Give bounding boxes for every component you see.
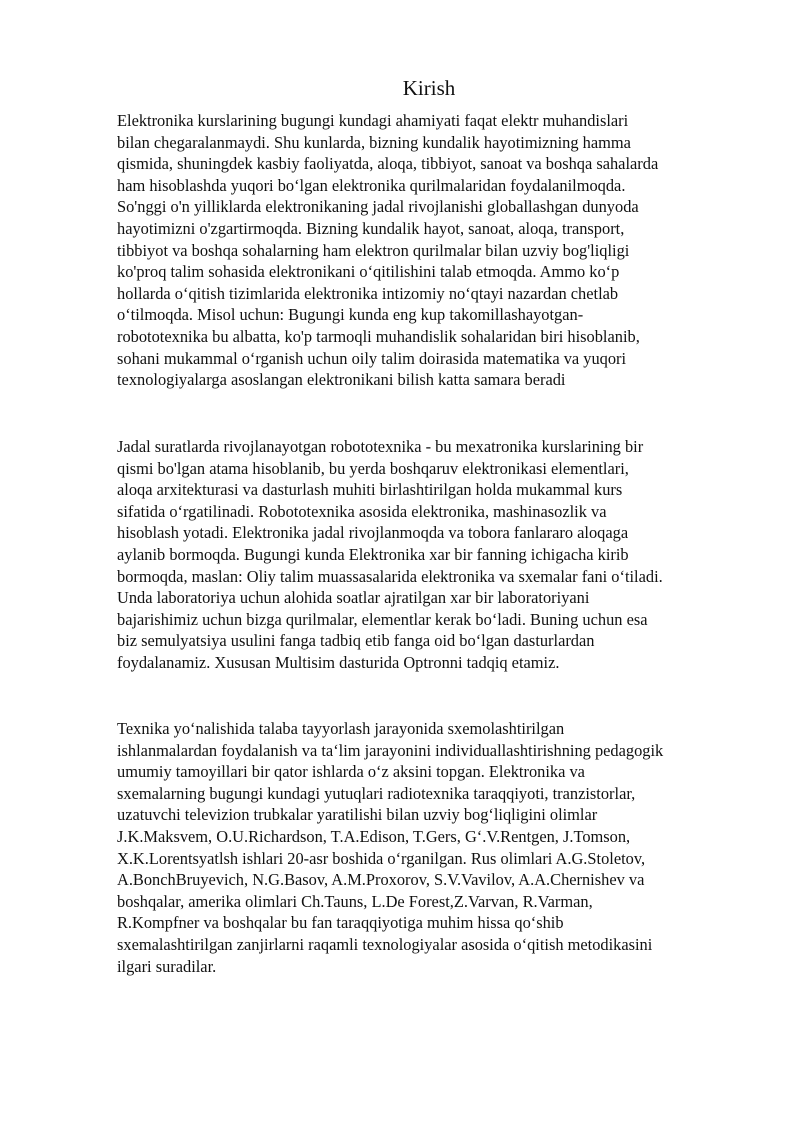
- text-line: hayotimizni o'zgartirmoqda. Bizning kundalik hayot, sanoat, aloqa, transport,: [117, 218, 625, 238]
- text-line: ilgari suradilar.: [117, 956, 217, 976]
- text-line: qismida, shuningdek kasbiy faoliyatda, aloqa, tibbiyot, sanoat va boshqa sahalarda: [117, 154, 659, 174]
- text-line: So'nggi o'n yilliklarda elektronikaning jadal rivojlanishi globallashgan dunyoda: [117, 197, 639, 217]
- text-line: A.BonchBruyevich, N.G.Basov, A.M.Proxorov, S.V.Vavilov, A.A.Chernishev va: [117, 870, 645, 890]
- text-line: hollarda oʻqitish tizimlarida elektronika intizomiy noʻqtayi nazardan chetlab: [117, 283, 619, 303]
- text-line: ishlanmalardan foydalanish va taʻlim jarayonini individuallashtirishning pedagogik: [117, 740, 664, 760]
- text-line: biz semulyatsiya usulini fanga tadbiq etib fanga oid boʻlgan dasturlardan: [117, 631, 595, 651]
- text-line: bajarishimiz uchun bizga qurilmalar, elementlar kerak boʻladi. Buning uchun esa: [117, 609, 648, 629]
- text-line: foydalanamiz. Xususan Multisim dasturida Optronni tadqiq etamiz.: [117, 652, 560, 672]
- text-line: bilan chegaralanmaydi. Shu kunlarda, bizning kundalik hayotimizning hamma: [117, 132, 631, 152]
- text-line: boshqalar, amerika olimlari Ch.Tauns, L.De Forest,Z.Varvan, R.Varman,: [117, 891, 593, 911]
- text-line: Jadal suratlarda rivojlanayotgan robototexnika - bu mexatronika kurslarining bir: [117, 437, 644, 456]
- text-line: oʻtilmoqda. Misol uchun: Bugungi kunda eng kup takomillashayotgan-: [117, 305, 584, 325]
- text-line: J.K.Maksvem, O.U.Richardson, T.A.Edison, T.Gers, Gʻ.V.Rentgen, J.Tomson,: [117, 826, 631, 846]
- text-line: uzatuvchi televizion trubkalar yaratilishi bilan uzviy bogʻliqligini olimlar: [117, 805, 598, 825]
- page-title: Kirish: [402, 76, 456, 100]
- text-line: sohani mukammal oʻrganish uchun oily talim doirasida matematika va yuqori: [117, 348, 627, 368]
- text-line: robototexnika bu albatta, ko'p tarmoqli muhandislik sohalaridan biri hisoblanib,: [117, 326, 640, 346]
- text-line: Elektronika kurslarining bugungi kundagi ahamiyati faqat elektr muhandislari: [117, 111, 629, 130]
- text-line: tibbiyot va boshqa sohalarning ham elektron qurilmalar bilan uzviy bog'liqligi: [117, 240, 630, 260]
- text-line: hisoblash yotadi. Elektronika jadal rivojlanmoqda va tobora fanlararo aloqaga: [117, 523, 629, 543]
- text-line: qismi bo'lgan atama hisoblanib, bu yerda boshqaruv elektronikasi elementlari,: [117, 458, 629, 478]
- text-line: aylanib bormoqda. Bugungi kunda Elektronika xar bir fanning ichigacha kirib: [117, 544, 629, 564]
- text-line: ko'proq talim sohasida elektronikani oʻqitilishini talab etmoqda. Ammo koʻp: [117, 262, 620, 282]
- paragraph-robotics: [117, 436, 757, 674]
- paragraph-introduction: [117, 110, 757, 391]
- text-line: Unda laboratoriya uchun alohida soatlar ajratilgan xar bir laboratoriyani: [117, 588, 590, 608]
- text-line: sxemalashtirilgan zanjirlarni raqamli texnologiyalar asosida oʻqitish metodikasini: [117, 934, 653, 954]
- paragraph-history: [117, 718, 757, 977]
- text-line: umumiy tamoyillari bir qator ishlarda oʻz aksini topgan. Elektronika va: [117, 762, 585, 782]
- text-line: texnologiyalarga asoslangan elektronikani bilish katta samara beradi: [117, 370, 566, 390]
- text-line: Texnika yoʻnalishida talaba tayyorlash jarayonida sxemolashtirilgan: [117, 719, 565, 738]
- text-line: sifatida oʻrgatilinadi. Robototexnika asosida elektronika, mashinasozlik va: [117, 501, 607, 521]
- text-line: ham hisoblashda yuqori boʻlgan elektronika qurilmalaridan foydalanilmoqda.: [117, 175, 626, 195]
- text-line: bormoqda, maslan: Oliy talim muassasalarida elektronika va sxemalar fani oʻtiladi.: [117, 566, 663, 586]
- text-line: sxemalarning bugungi kundagi yutuqlari radiotexnika taraqqiyoti, tranzistorlar,: [117, 783, 636, 803]
- text-line: aloqa arxitekturasi va dasturlash muhiti birlashtirilgan holda mukammal kurs: [117, 480, 623, 500]
- text-line: X.K.Lorentsyatlsh ishlari 20-asr boshida oʻrganilgan. Rus olimlari A.G.Stoletov,: [117, 848, 646, 868]
- text-line: R.Kompfner va boshqalar bu fan taraqqiyotiga muhim hissa qoʻshib: [117, 913, 564, 933]
